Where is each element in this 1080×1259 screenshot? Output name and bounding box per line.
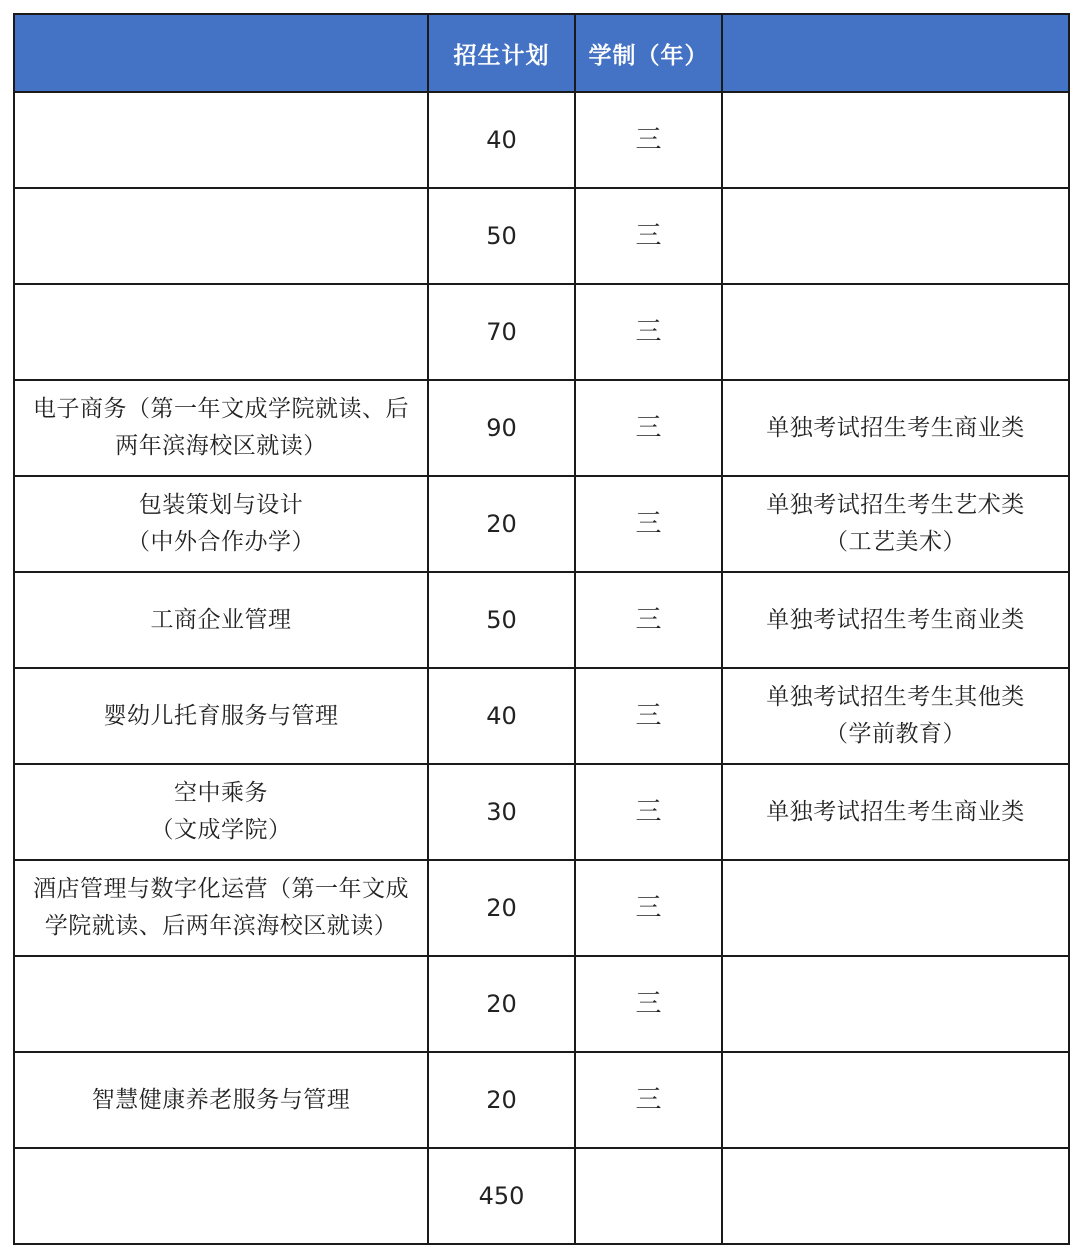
table-row — [14, 284, 1069, 380]
table-row — [14, 380, 1069, 476]
cell-plan: 50 — [428, 572, 575, 668]
cell-category — [722, 1148, 1069, 1244]
category-line: 单独考试招生考生商业类 — [766, 606, 1025, 633]
cell-major — [14, 860, 428, 956]
table-body — [14, 92, 1069, 1244]
cell-category — [722, 188, 1069, 284]
category-line: （工艺美术） — [825, 529, 966, 555]
empty-cell — [19, 236, 423, 237]
cell-duration — [575, 1148, 722, 1244]
major-line: 两年滨海校区就读） — [115, 433, 327, 459]
major-line: 电子商务（第一年文成学院就读、后 — [33, 396, 409, 422]
cell-duration: 三 — [575, 476, 722, 572]
cell-duration: 三 — [575, 1052, 722, 1148]
cell-plan: 90 — [428, 380, 575, 476]
major-line: 学院就读、后两年滨海校区就读） — [44, 913, 398, 939]
header-plan: 招生计划 — [428, 14, 575, 92]
cell-major — [14, 956, 428, 1052]
cell-plan: 20 — [428, 860, 575, 956]
cell-duration: 三 — [575, 92, 722, 188]
table-row — [14, 860, 1069, 956]
cell-plan: 50 — [428, 188, 575, 284]
cell-major — [14, 476, 428, 572]
cell-major — [14, 284, 428, 380]
cell-duration: 三 — [575, 188, 722, 284]
cell-category — [722, 764, 1069, 860]
cell-duration: 三 — [575, 572, 722, 668]
table-row — [14, 668, 1069, 764]
major-line: 包装策划与设计 — [138, 492, 304, 518]
cell-duration: 三 — [575, 284, 722, 380]
empty-cell — [19, 1196, 423, 1197]
table-row — [14, 188, 1069, 284]
table-row — [14, 1148, 1069, 1244]
table-row — [14, 92, 1069, 188]
major-line: 酒店管理与数字化运营（第一年文成 — [33, 876, 409, 902]
table-row — [14, 956, 1069, 1052]
header-duration: 学制（年） — [575, 14, 722, 92]
table-row — [14, 476, 1069, 572]
empty-cell — [727, 908, 1064, 909]
cell-duration: 三 — [575, 956, 722, 1052]
cell-plan: 20 — [428, 1052, 575, 1148]
empty-cell — [727, 1100, 1064, 1101]
cell-major — [14, 188, 428, 284]
empty-cell — [19, 140, 423, 141]
cell-category — [722, 92, 1069, 188]
cell-category — [722, 476, 1069, 572]
cell-duration: 三 — [575, 380, 722, 476]
cell-category — [722, 1052, 1069, 1148]
cell-major — [14, 764, 428, 860]
cell-plan: 30 — [428, 764, 575, 860]
empty-cell — [727, 140, 1064, 141]
table-row — [14, 764, 1069, 860]
cell-plan: 40 — [428, 92, 575, 188]
category-line: 单独考试招生考生艺术类 — [766, 492, 1025, 518]
header-major — [14, 14, 428, 92]
major-line: （文成学院） — [150, 817, 292, 843]
table-row — [14, 1052, 1069, 1148]
major-line: 婴幼儿托育服务与管理 — [103, 702, 339, 729]
cell-category — [722, 284, 1069, 380]
cell-major — [14, 1052, 428, 1148]
cell-plan: 20 — [428, 956, 575, 1052]
cell-plan: 40 — [428, 668, 575, 764]
major-line: 智慧健康养老服务与管理 — [91, 1086, 351, 1113]
cell-plan: 70 — [428, 284, 575, 380]
cell-major — [14, 668, 428, 764]
empty-cell — [727, 1004, 1064, 1005]
empty-cell — [19, 332, 423, 333]
empty-cell — [727, 332, 1064, 333]
empty-cell — [727, 1196, 1064, 1197]
cell-major — [14, 572, 428, 668]
header-category — [722, 14, 1069, 92]
cell-major — [14, 380, 428, 476]
major-line: 空中乘务 — [174, 780, 268, 806]
enrollment-plan-table — [13, 13, 1070, 1245]
cell-duration: 三 — [575, 860, 722, 956]
empty-cell — [727, 236, 1064, 237]
category-line: （学前教育） — [825, 721, 966, 747]
header-row — [14, 14, 1069, 92]
cell-category — [722, 668, 1069, 764]
cell-major — [14, 92, 428, 188]
table-header — [14, 14, 1069, 92]
empty-cell — [19, 1004, 423, 1005]
major-line: （中外合作办学） — [127, 529, 315, 555]
cell-category — [722, 380, 1069, 476]
cell-duration: 三 — [575, 668, 722, 764]
cell-duration: 三 — [575, 764, 722, 860]
cell-category — [722, 860, 1069, 956]
table-row — [14, 572, 1069, 668]
category-line: 单独考试招生考生其他类 — [766, 684, 1025, 710]
cell-category — [722, 956, 1069, 1052]
cell-plan: 450 — [428, 1148, 575, 1244]
major-line: 工商企业管理 — [150, 606, 292, 633]
cell-category — [722, 572, 1069, 668]
cell-plan: 20 — [428, 476, 575, 572]
category-line: 单独考试招生考生商业类 — [766, 798, 1025, 825]
category-line: 单独考试招生考生商业类 — [766, 414, 1025, 441]
cell-major — [14, 1148, 428, 1244]
